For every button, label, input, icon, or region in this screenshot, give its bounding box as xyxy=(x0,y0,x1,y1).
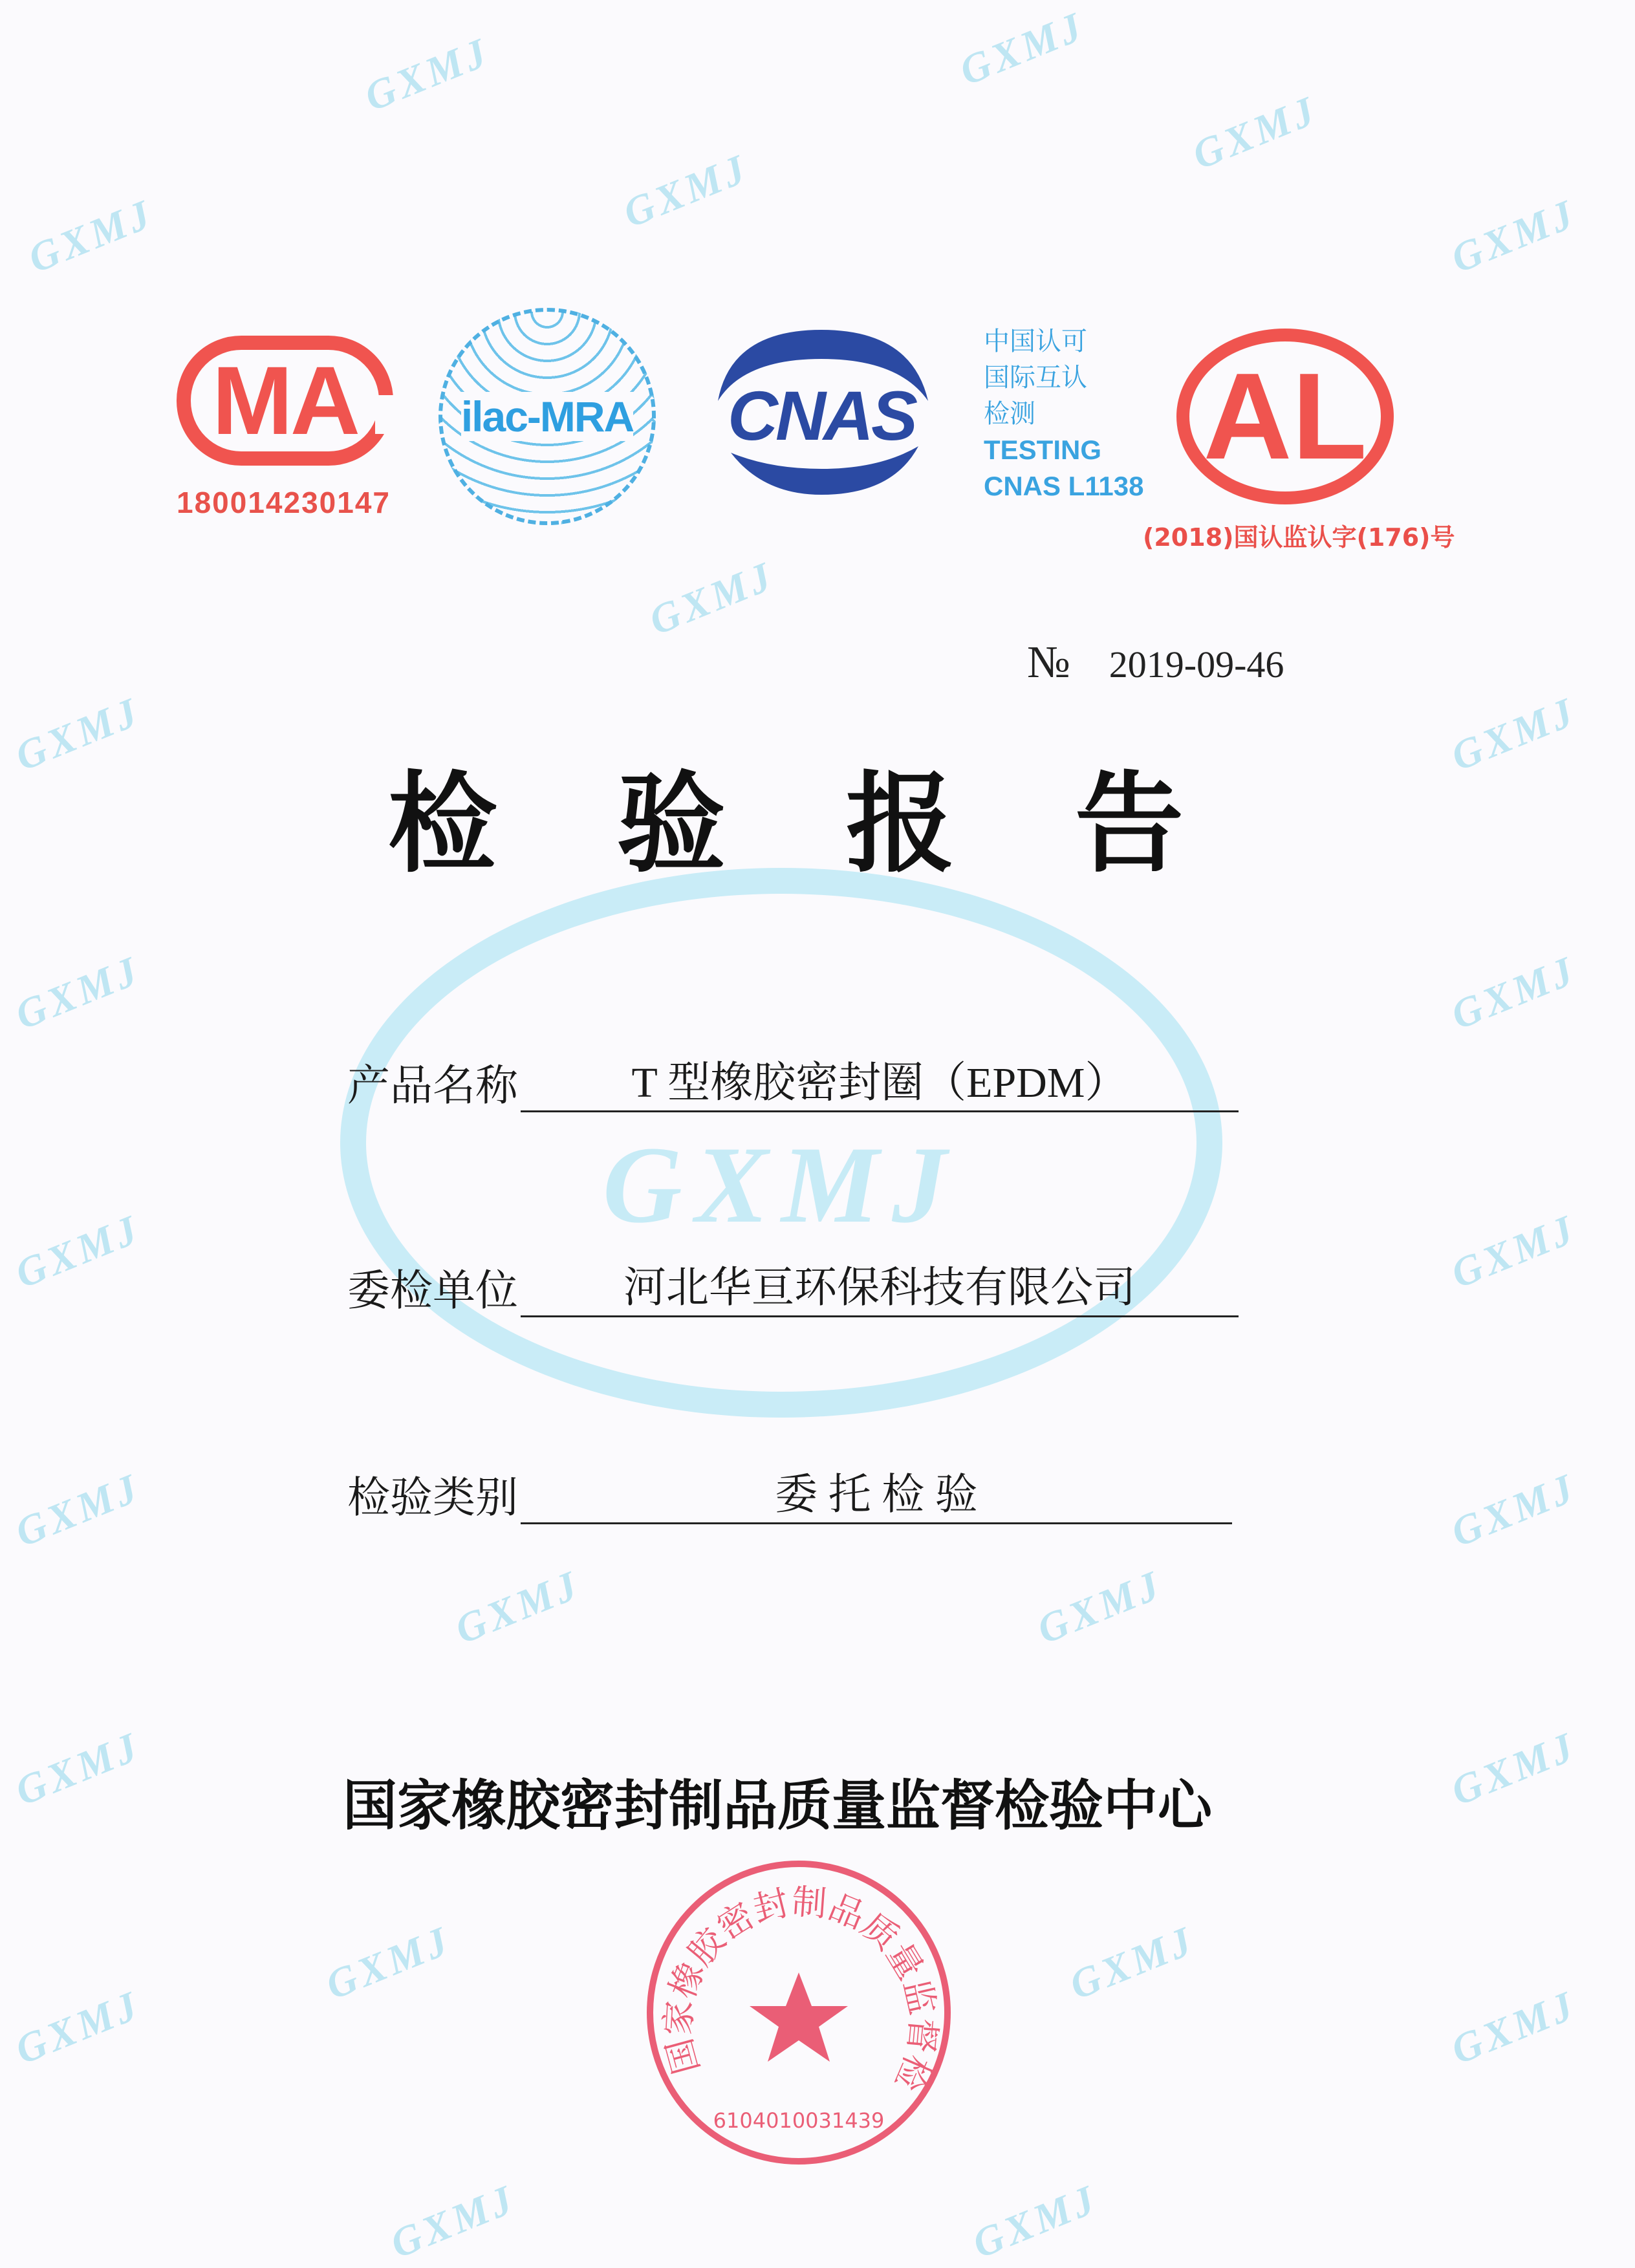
issuer-name: 国家橡胶密封制品质量监督检验中心 xyxy=(343,1774,1213,1837)
field-value: T 型橡胶密封圈（EPDM） xyxy=(521,1048,1239,1112)
watermark-text: GXMJ xyxy=(384,2175,523,2267)
watermark-text: GXMJ xyxy=(1444,1981,1583,2073)
watermark-text: GXMJ xyxy=(966,2175,1105,2267)
watermark-text: GXMJ xyxy=(358,28,497,120)
watermark-text: GXMJ xyxy=(616,144,755,237)
watermark-text: GXMJ xyxy=(1186,86,1325,178)
ilac-mark: ilac-MRA xyxy=(460,393,634,440)
cnas-testing: TESTING xyxy=(984,435,1102,465)
watermark-text: GXMJ xyxy=(1444,687,1583,780)
central-watermark xyxy=(340,868,1222,1418)
cma-logo xyxy=(177,336,393,466)
cma-number: 180014230147 xyxy=(177,486,391,519)
ilac-mra-logo xyxy=(439,308,656,525)
cnas-accreditation-text xyxy=(984,323,1143,504)
official-seal xyxy=(642,1856,955,2169)
cnas-line: 检测 xyxy=(984,399,1035,429)
cal-mark: AL xyxy=(1203,348,1367,485)
watermark-text: GXMJ xyxy=(1444,1722,1583,1815)
field-inspection-type xyxy=(347,1460,1232,1524)
watermark-text: GXMJ xyxy=(642,552,781,644)
watermark-text: GXMJ xyxy=(953,2,1092,94)
svg-text:国家橡胶密封制品质量监督检验中心 xyxy=(642,1856,944,2097)
watermark-text: GXMJ xyxy=(21,189,160,282)
watermark-text: GXMJ xyxy=(1444,946,1583,1039)
watermark-text: GXMJ xyxy=(448,1561,587,1653)
cma-mark: MA xyxy=(211,346,358,455)
watermark-text: GXMJ xyxy=(1063,1916,1202,2009)
cnas-code: CNAS L1138 xyxy=(984,471,1144,501)
watermark-text: GXMJ xyxy=(8,1463,147,1556)
report-number xyxy=(1027,637,1284,689)
cnas-line: 中国认可 xyxy=(984,327,1087,356)
watermark-text: GXMJ xyxy=(8,1722,147,1815)
field-label: 产品名称 xyxy=(347,1061,518,1110)
watermark-text: GXMJ xyxy=(1444,189,1583,282)
seal-number: 6104010031439 xyxy=(713,2108,885,2133)
star-icon xyxy=(750,1972,848,2062)
report-number-value: 2019-09-46 xyxy=(1109,643,1284,686)
cnas-mark: CNAS xyxy=(727,376,916,455)
cal-logo xyxy=(1176,329,1394,504)
number-symbol: № xyxy=(1027,638,1070,687)
page-title: 检验报告 xyxy=(388,761,1304,887)
watermark-text: GXMJ xyxy=(1030,1561,1169,1653)
watermark-text: GXMJ xyxy=(1444,1463,1583,1556)
cnas-line: 国际互认 xyxy=(984,363,1087,393)
field-label: 委检单位 xyxy=(347,1266,518,1315)
watermark-text: GXMJ xyxy=(8,687,147,780)
central-watermark-text: GXMJ xyxy=(602,1124,960,1246)
cnas-logo xyxy=(705,323,938,498)
field-label: 检验类别 xyxy=(347,1473,518,1522)
watermark-text: GXMJ xyxy=(8,946,147,1039)
seal-text: 国家橡胶密封制品质量监督检 xyxy=(657,1881,944,2097)
field-client xyxy=(347,1253,1239,1317)
watermark-text: GXMJ xyxy=(8,1205,147,1297)
watermark-text: GXMJ xyxy=(319,1916,458,2009)
field-value: 河北华亘环保科技有限公司 xyxy=(521,1253,1239,1317)
watermark-text: GXMJ xyxy=(8,1981,147,2073)
field-product-name xyxy=(347,1048,1239,1112)
watermark-text: GXMJ xyxy=(1444,1205,1583,1297)
field-value: 委 托 检 验 xyxy=(521,1460,1232,1524)
cal-caption: (2018)国认监认字(176)号 xyxy=(1143,523,1455,552)
